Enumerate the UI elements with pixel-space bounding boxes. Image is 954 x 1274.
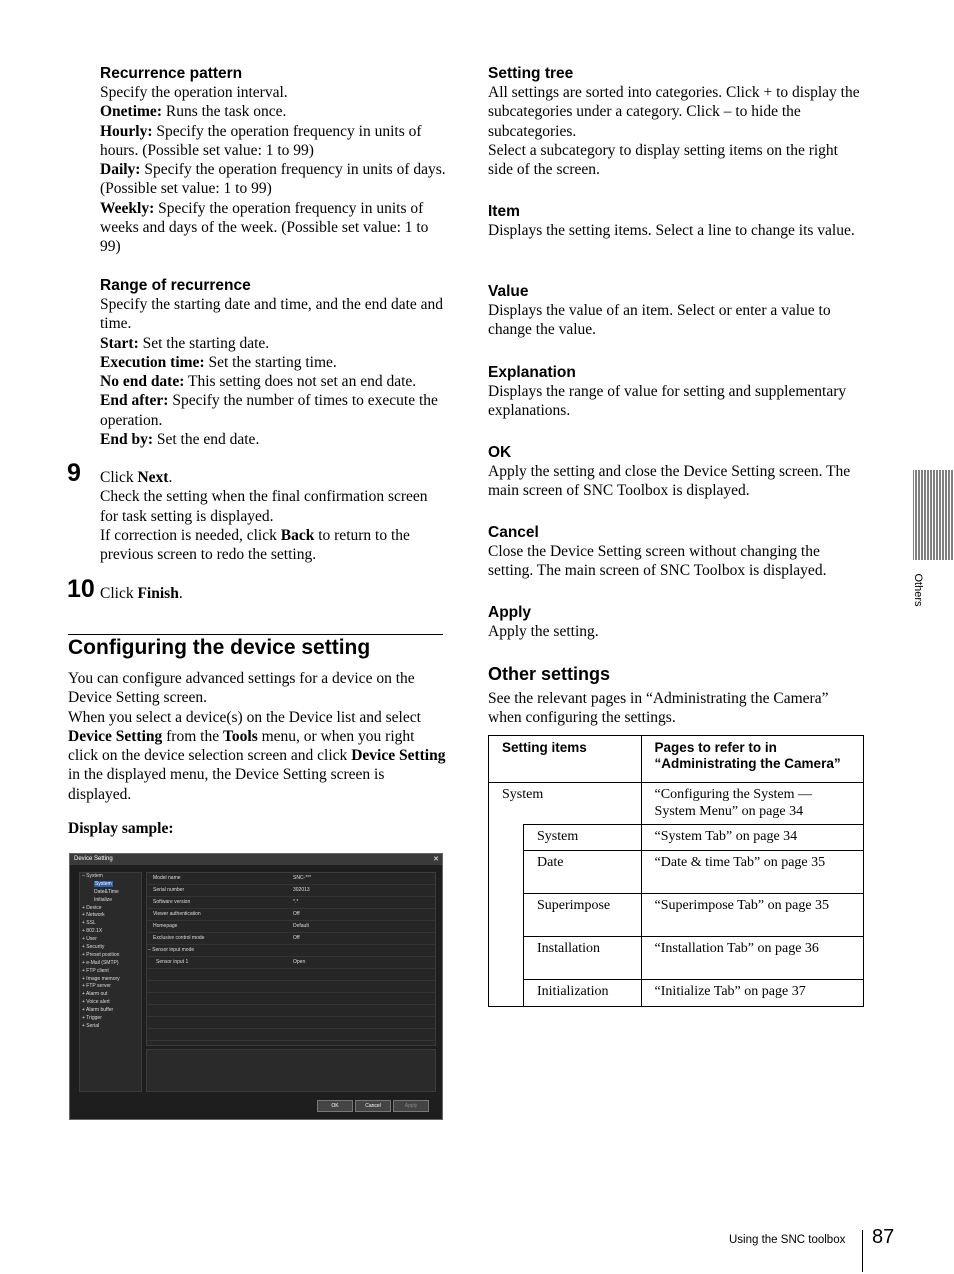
header-setting-items: Setting items xyxy=(489,736,642,783)
table-header-row xyxy=(489,736,864,783)
close-icon[interactable]: ✕ xyxy=(433,856,439,863)
step-9-text xyxy=(100,468,446,564)
subitem-cell: Installation xyxy=(524,936,642,979)
step-9-number: 9 xyxy=(67,459,81,487)
explanation-text: Displays the range of value for setting and supplementary explanations. xyxy=(488,383,847,420)
item-text: Displays the setting items. Select a line to change its value. xyxy=(488,222,855,239)
cancel-block xyxy=(488,523,864,581)
tree-item[interactable]: + SSL xyxy=(82,920,96,927)
side-tab-stripes xyxy=(913,470,954,560)
para2: When you select a device(s) on the Device list and select Device Setting from the Tools menu, or when you right click on the device selection screen and click Device Setting in the displayed menu, the Device Setting screen is displayed. xyxy=(68,708,446,803)
tree-item[interactable]: + Image memory xyxy=(82,975,120,982)
grid-row-empty xyxy=(147,1017,435,1029)
page-number: 87 xyxy=(872,1226,895,1248)
reference-table xyxy=(488,735,864,1007)
value-text: Displays the value of an item. Select or enter a value to change the value. xyxy=(488,302,831,339)
footer-divider xyxy=(862,1230,863,1272)
endafter-line: End after: Specify the number of times to execute the operation. xyxy=(100,392,438,429)
tree-item[interactable]: + Security xyxy=(82,944,105,951)
grid-row[interactable]: Exclusive control mode Off xyxy=(147,933,435,945)
start-line: Start: Set the starting date. xyxy=(100,334,270,352)
table-row xyxy=(489,893,864,936)
tree-item[interactable]: + Preset position xyxy=(82,951,120,958)
setting-tree-block xyxy=(488,64,864,179)
range-heading: Range of recurrence xyxy=(100,277,251,294)
explanation-heading: Explanation xyxy=(488,364,576,381)
cancel-text: Close the Device Setting screen without changing the setting. The main screen of SNC Toolbox is displayed. xyxy=(488,543,827,580)
grid-row[interactable]: Sensor input 1 Open xyxy=(147,957,435,969)
footer-section: Using the SNC toolbox xyxy=(729,1234,846,1246)
table-row xyxy=(489,825,864,851)
recurrence-intro: Specify the operation interval. xyxy=(100,84,288,101)
table-row xyxy=(489,850,864,893)
ref-cell: “Initialize Tab” on page 37 xyxy=(641,979,863,1007)
apply-heading: Apply xyxy=(488,604,532,621)
header-pages: Pages to refer to in “Administrating the Camera” xyxy=(641,736,863,783)
subitem-cell: Superimpose xyxy=(524,893,642,936)
display-sample-label: Display sample: xyxy=(68,820,174,837)
ref-cell: “Date & time Tab” on page 35 xyxy=(641,850,863,893)
table-row xyxy=(489,783,864,825)
tree-item[interactable]: + Alarm buffer xyxy=(82,1007,114,1014)
value-block xyxy=(488,282,864,340)
tree-item[interactable]: Date&Time xyxy=(94,888,119,895)
step9-line3: If correction is needed, click Back to return to the previous screen to redo the setting. xyxy=(100,526,410,564)
other-settings-block xyxy=(488,663,864,728)
grid-row-empty xyxy=(147,993,435,1005)
section-rule xyxy=(68,634,443,635)
item-heading: Item xyxy=(488,203,520,220)
step-10-text xyxy=(100,584,446,603)
setting-tree-p2: Select a subcategory to display setting items on the right side of the screen. xyxy=(488,141,838,179)
grid-row[interactable]: Homepage Default xyxy=(147,921,435,933)
tree-item[interactable]: + Voice alert xyxy=(82,999,110,1006)
tree-item[interactable]: + User xyxy=(82,936,97,943)
side-tab-lines xyxy=(913,470,954,560)
setting-tree-p1: All settings are sorted into categories. Click + to display the subcategories under a category. Click – to hide the subcategories. xyxy=(488,84,860,140)
step10-line: Click Finish. xyxy=(100,585,183,602)
grid-row[interactable]: Serial number 302013 xyxy=(147,885,435,897)
tree-item[interactable]: + Trigger xyxy=(82,1015,102,1022)
ref-cell: “System Tab” on page 34 xyxy=(641,825,863,851)
tree-item[interactable]: + e-Mail (SMTP) xyxy=(82,959,119,966)
setting-grid xyxy=(146,872,436,1046)
grid-row-empty xyxy=(147,1029,435,1041)
range-of-recurrence-block xyxy=(100,276,446,449)
step-10-number: 10 xyxy=(67,575,95,603)
subitem-cell: Initialization xyxy=(524,979,642,1007)
value-heading: Value xyxy=(488,283,529,300)
explanation-panel xyxy=(146,1049,436,1092)
other-settings-heading: Other settings xyxy=(488,664,611,684)
ref-cell: “Installation Tab” on page 36 xyxy=(641,936,863,979)
recurrence-pattern-heading: Recurrence pattern xyxy=(100,65,243,82)
window-title: Device Setting xyxy=(74,856,113,862)
recurrence-pattern-block xyxy=(100,64,446,257)
tree-item[interactable]: + Device xyxy=(82,904,102,911)
system-ref-cell: “Configuring the System — System Menu” on page 34 xyxy=(641,783,863,825)
daily-line: Daily: Specify the operation frequency in units of days. (Possible set value: 1 to 99) xyxy=(100,161,446,198)
device-setting-screenshot xyxy=(69,853,443,1120)
cancel-button[interactable]: Cancel xyxy=(355,1100,391,1112)
exec-line: Execution time: Set the starting time. xyxy=(100,353,337,371)
ref-cell: “Superimpose Tab” on page 35 xyxy=(641,893,863,936)
ok-block xyxy=(488,443,864,501)
explanation-block xyxy=(488,363,864,421)
noend-line: No end date: This setting does not set an end date. xyxy=(100,373,417,391)
grid-row[interactable]: Software version *.* xyxy=(147,897,435,909)
side-tab-label: Others xyxy=(912,573,924,607)
cancel-heading: Cancel xyxy=(488,524,539,541)
endby-line: End by: Set the end date. xyxy=(100,431,260,449)
apply-block xyxy=(488,603,864,641)
hourly-line: Hourly: Specify the operation frequency in units of hours. (Possible set value: 1 to 99) xyxy=(100,122,422,159)
tree-item[interactable]: + FTP server xyxy=(82,983,111,990)
tree-item[interactable]: + Alarm out xyxy=(82,991,108,998)
apply-button[interactable]: Apply xyxy=(393,1100,429,1112)
tree-item[interactable]: + Network xyxy=(82,912,105,919)
grid-row-empty xyxy=(147,1005,435,1017)
step9-line1: Click Next. xyxy=(100,469,173,486)
other-settings-text: See the relevant pages in “Administrating the Camera” when configuring the settings. xyxy=(488,690,829,727)
intro-paragraphs xyxy=(68,669,446,804)
window-titlebar xyxy=(70,854,442,865)
grid-row[interactable]: – Sensor input mode xyxy=(147,945,435,957)
grid-row-empty xyxy=(147,981,435,993)
item-block xyxy=(488,202,864,240)
grid-row[interactable]: Viewer authentication Off xyxy=(147,909,435,921)
setting-tree-panel xyxy=(79,872,142,1092)
ok-button[interactable]: OK xyxy=(317,1100,353,1112)
para1: You can configure advanced settings for a device on the Device Setting screen. xyxy=(68,670,415,707)
tree-item[interactable]: + Serial xyxy=(82,1022,100,1029)
section-title: Configuring the device setting xyxy=(68,636,371,659)
onetime-line: Onetime: Runs the task once. xyxy=(100,103,287,121)
grid-row-empty xyxy=(147,969,435,981)
step9-line2: Check the setting when the final confirmation screen for task setting is displayed. xyxy=(100,488,428,525)
ok-text: Apply the setting and close the Device Setting screen. The main screen of SNC Toolbox is displayed. xyxy=(488,463,851,500)
tree-item[interactable]: Initialize xyxy=(94,896,113,903)
indent-cell xyxy=(489,825,524,1007)
apply-text: Apply the setting. xyxy=(488,623,599,640)
weekly-line: Weekly: Specify the operation frequency in units of weeks and days of the week. (Possible set value: 1 to 99) xyxy=(100,199,429,256)
range-intro: Specify the starting date and time, and the end date and time. xyxy=(100,296,444,333)
ok-heading: OK xyxy=(488,444,512,461)
tree-item-selected[interactable]: System xyxy=(95,880,112,887)
tree-item[interactable]: + FTP client xyxy=(82,967,109,974)
subitem-cell: System xyxy=(524,825,642,851)
subitem-cell: Date xyxy=(524,850,642,893)
table-row xyxy=(489,936,864,979)
tree-item[interactable]: + 802.1X xyxy=(82,928,103,935)
table-row xyxy=(489,979,864,1007)
grid-row[interactable]: Model name SNC-*** xyxy=(147,873,435,885)
system-cell: System xyxy=(489,783,642,825)
setting-tree-heading: Setting tree xyxy=(488,65,574,82)
tree-item[interactable]: – System xyxy=(82,873,103,879)
